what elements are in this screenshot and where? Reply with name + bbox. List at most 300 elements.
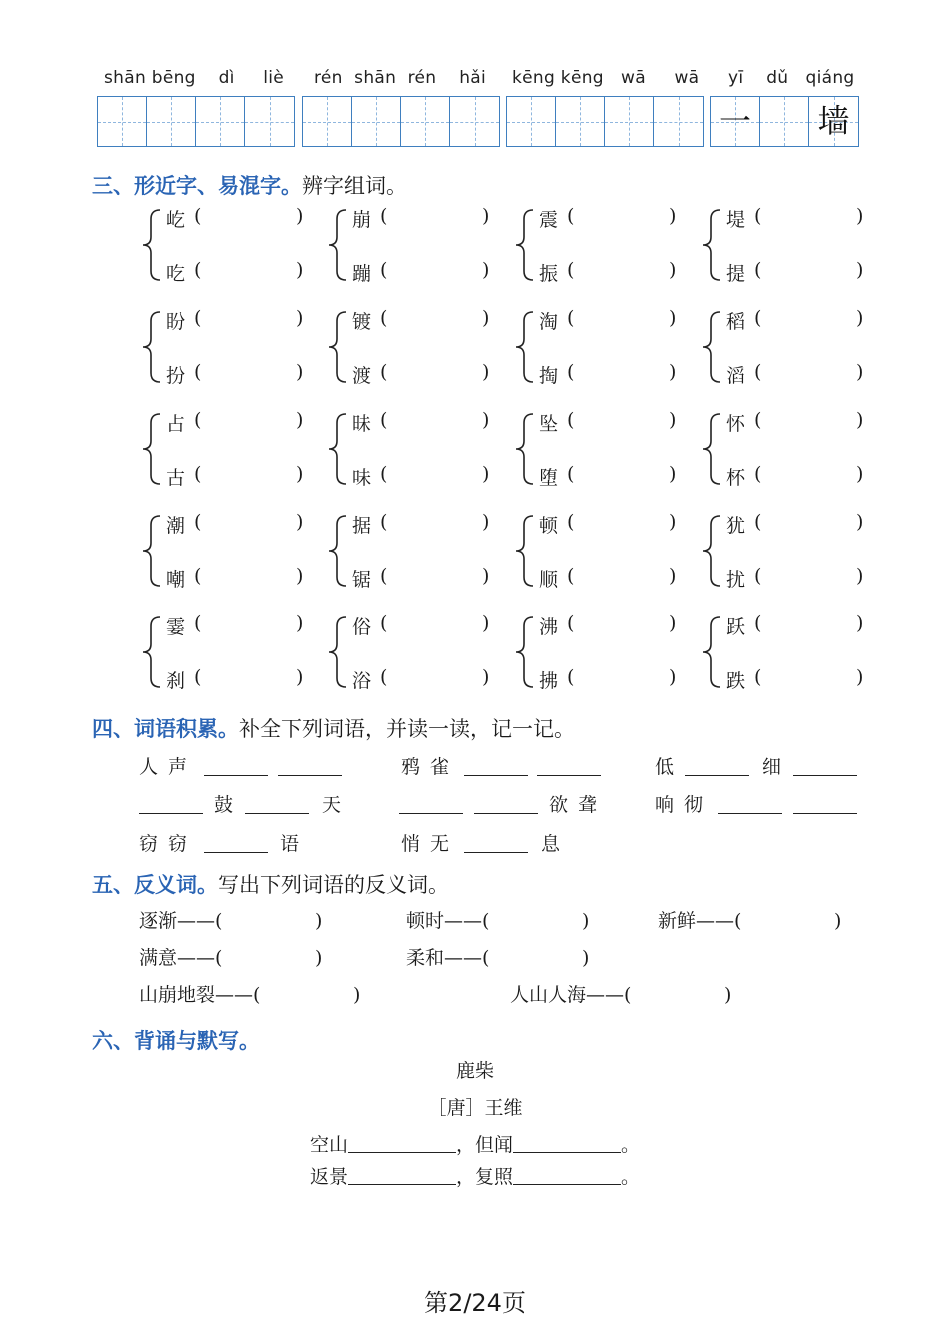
writing-grid-4[interactable]	[710, 96, 859, 147]
brace-icon	[513, 614, 537, 690]
pair-line	[726, 259, 876, 286]
answer-paren[interactable]: (	[567, 511, 575, 533]
paren-close: )	[669, 511, 677, 533]
char: 堤	[726, 209, 746, 231]
pinyin: rén	[407, 68, 437, 88]
pair-line	[166, 307, 316, 334]
char-pair	[326, 205, 516, 285]
blank[interactable]	[718, 791, 782, 814]
answer-paren[interactable]: (	[567, 612, 575, 634]
blank[interactable]	[245, 791, 309, 814]
answer-paren[interactable]: (	[754, 612, 762, 634]
paren-close: )	[856, 612, 864, 634]
pair-line	[352, 409, 502, 436]
char-pair	[140, 409, 330, 489]
char: 屹	[166, 209, 186, 231]
section-instruction: 补全下列词语，并读一读，记一记。	[239, 717, 575, 741]
pair-line	[166, 612, 316, 639]
pinyin: kēng	[560, 68, 604, 88]
pair-line	[352, 565, 502, 592]
char: 嘲	[166, 569, 186, 591]
paren-close: )	[315, 947, 323, 969]
idiom-text: 鸦雀	[401, 756, 460, 778]
pinyin: rén	[314, 68, 343, 88]
char: 稻	[726, 311, 746, 333]
char: 坠	[539, 413, 559, 435]
paren-close: )	[296, 565, 304, 587]
pair-line	[352, 666, 502, 693]
answer-paren[interactable]: (	[754, 205, 762, 227]
brace-icon	[326, 513, 350, 589]
answer-paren[interactable]: (	[482, 947, 490, 969]
pinyin: wā	[621, 68, 646, 88]
answer-paren[interactable]: (	[194, 612, 202, 634]
pair-line	[539, 565, 689, 592]
pair-line	[726, 565, 876, 592]
answer-paren[interactable]: (	[380, 361, 388, 383]
brace-icon	[140, 614, 164, 690]
paren-close: )	[669, 565, 677, 587]
paren-close: )	[856, 409, 864, 431]
poem-text: 返景	[310, 1166, 349, 1188]
pinyin: shān	[104, 68, 147, 88]
char: 占	[166, 413, 186, 435]
grid-cell[interactable]	[401, 97, 450, 146]
grid-cell[interactable]	[98, 97, 147, 146]
char-pair	[513, 511, 703, 591]
char: 味	[352, 467, 372, 489]
grid-cell[interactable]	[450, 97, 499, 146]
char: 俗	[352, 616, 372, 638]
char-pair	[140, 612, 330, 692]
char: 蹦	[352, 263, 372, 285]
idiom-text: 响彻	[655, 794, 714, 816]
pair-line	[166, 463, 316, 490]
answer-paren[interactable]: (	[482, 910, 490, 932]
char: 跃	[726, 616, 746, 638]
pinyin-group-3	[512, 68, 699, 88]
char-pair	[700, 612, 890, 692]
brace-icon	[140, 411, 164, 487]
blank[interactable]	[793, 753, 857, 776]
answer-paren[interactable]: (	[194, 409, 202, 431]
char-pair	[140, 307, 330, 387]
antonym-item	[510, 980, 731, 1007]
pinyin-group-4	[728, 68, 855, 88]
paren-close: )	[856, 565, 864, 587]
writing-grid-1[interactable]	[97, 96, 295, 147]
idiom-text: 天	[322, 794, 352, 816]
char-pair	[513, 307, 703, 387]
paren-close: )	[296, 666, 304, 688]
blank[interactable]	[348, 1134, 456, 1153]
paren-close: )	[296, 361, 304, 383]
blank[interactable]	[348, 1166, 456, 1185]
poem-text: ，复照	[456, 1166, 514, 1188]
pinyin: hǎi	[459, 68, 487, 88]
blank[interactable]	[537, 753, 601, 776]
pair-line	[166, 259, 316, 286]
antonym-item	[406, 943, 589, 970]
paren-close: )	[482, 612, 490, 634]
char: 刹	[166, 670, 186, 692]
answer-paren[interactable]: (	[754, 361, 762, 383]
idiom-text: 细	[762, 756, 792, 778]
paren-close: )	[582, 947, 590, 969]
grid-cell[interactable]	[654, 97, 703, 146]
paren-close: )	[482, 511, 490, 533]
brace-icon	[513, 411, 537, 487]
paren-close: )	[315, 910, 323, 932]
answer-paren[interactable]: (	[380, 409, 388, 431]
answer-paren[interactable]: (	[754, 259, 762, 281]
answer-paren[interactable]: (	[194, 259, 202, 281]
answer-paren[interactable]: (	[380, 205, 388, 227]
paren-close: )	[582, 910, 590, 932]
grid-cell[interactable]	[245, 97, 294, 146]
grid-cell[interactable]	[760, 97, 809, 146]
answer-paren[interactable]: (	[754, 565, 762, 587]
grid-cell[interactable]	[605, 97, 654, 146]
char-pair	[140, 205, 330, 285]
section-number: 五、	[92, 873, 134, 897]
answer-paren[interactable]: (	[567, 361, 575, 383]
pinyin: kēng	[512, 68, 556, 88]
pair-line	[539, 409, 689, 436]
grid-cell	[711, 97, 760, 146]
char: 顿	[539, 515, 559, 537]
paren-close: )	[669, 409, 677, 431]
pair-line	[166, 205, 316, 232]
section5-heading	[92, 869, 449, 899]
paren-close: )	[856, 259, 864, 281]
char: 古	[166, 467, 186, 489]
answer-paren[interactable]: (	[754, 463, 762, 485]
brace-icon	[700, 207, 724, 283]
pair-line	[539, 612, 689, 639]
brace-icon	[140, 207, 164, 283]
char: 盼	[166, 311, 186, 333]
antonym-item	[139, 906, 322, 933]
char: 镀	[352, 311, 372, 333]
pinyin: qiáng	[805, 68, 855, 88]
pair-line	[166, 361, 316, 388]
char: 顺	[539, 569, 559, 591]
pair-line	[726, 463, 876, 490]
char-pair	[326, 511, 516, 591]
pair-line	[726, 409, 876, 436]
char: 犹	[726, 515, 746, 537]
pair-line	[539, 463, 689, 490]
antonym-word: 柔和——	[406, 947, 483, 969]
char: 霎	[166, 616, 186, 638]
char: 滔	[726, 365, 746, 387]
brace-icon	[513, 207, 537, 283]
antonym-item	[139, 943, 322, 970]
grid-cell[interactable]	[352, 97, 401, 146]
pair-line	[539, 205, 689, 232]
paren-close: )	[856, 361, 864, 383]
grid-cell[interactable]	[147, 97, 196, 146]
char-pair	[700, 205, 890, 285]
answer-paren[interactable]: (	[194, 307, 202, 329]
char: 浴	[352, 670, 372, 692]
blank[interactable]	[278, 753, 342, 776]
char-pair	[140, 511, 330, 591]
paren-close: )	[856, 307, 864, 329]
char: 崩	[352, 209, 372, 231]
blank[interactable]	[204, 753, 268, 776]
pair-line	[352, 463, 502, 490]
char-pair	[513, 205, 703, 285]
section-title: 背诵与默写。	[134, 1029, 260, 1053]
answer-paren[interactable]: (	[754, 307, 762, 329]
paren-close: )	[296, 259, 304, 281]
paren-close: )	[482, 361, 490, 383]
answer-paren[interactable]: (	[567, 463, 575, 485]
char-pair	[700, 307, 890, 387]
pair-line	[352, 511, 502, 538]
pinyin-group-1	[104, 68, 284, 88]
char: 潮	[166, 515, 186, 537]
antonym-item	[139, 980, 360, 1007]
paren-close: )	[669, 307, 677, 329]
answer-paren[interactable]: (	[380, 565, 388, 587]
char: 昧	[352, 413, 372, 435]
brace-icon	[140, 513, 164, 589]
paren-close: )	[834, 910, 842, 932]
section-number: 六、	[92, 1029, 134, 1053]
prefilled-char: 墙	[817, 102, 850, 140]
paren-close: )	[296, 612, 304, 634]
pinyin: bēng	[151, 68, 196, 88]
grid-cell[interactable]	[556, 97, 605, 146]
antonym-word: 人山人海——	[510, 984, 625, 1006]
writing-grid-3[interactable]	[506, 96, 704, 147]
paren-close: )	[296, 307, 304, 329]
answer-paren[interactable]: (	[567, 259, 575, 281]
answer-paren[interactable]: (	[567, 409, 575, 431]
writing-grid-2[interactable]	[302, 96, 500, 147]
antonym-word: 逐渐——	[139, 910, 216, 932]
answer-paren[interactable]: (	[215, 910, 223, 932]
blank[interactable]	[204, 830, 268, 853]
paren-close: )	[296, 409, 304, 431]
char: 怀	[726, 413, 746, 435]
blank[interactable]	[399, 791, 463, 814]
answer-paren[interactable]: (	[380, 307, 388, 329]
paren-close: )	[669, 361, 677, 383]
paren-close: )	[669, 205, 677, 227]
pair-line	[726, 511, 876, 538]
char: 渡	[352, 365, 372, 387]
idiom-text: 低	[655, 756, 685, 778]
paren-close: )	[296, 463, 304, 485]
char: 振	[539, 263, 559, 285]
paren-close: )	[669, 612, 677, 634]
paren-close: )	[482, 259, 490, 281]
answer-paren[interactable]: (	[194, 565, 202, 587]
blank[interactable]	[474, 791, 538, 814]
paren-close: )	[669, 463, 677, 485]
paren-close: )	[296, 511, 304, 533]
char: 提	[726, 263, 746, 285]
answer-paren[interactable]: (	[194, 666, 202, 688]
answer-paren[interactable]: (	[754, 511, 762, 533]
pinyin: dǔ	[766, 68, 789, 88]
char: 吃	[166, 263, 186, 285]
char-pair	[513, 409, 703, 489]
brace-icon	[700, 513, 724, 589]
poem-line-1	[310, 1130, 640, 1157]
brace-icon	[326, 411, 350, 487]
char: 据	[352, 515, 372, 537]
poem-text: 。	[621, 1134, 641, 1156]
answer-paren[interactable]: (	[380, 259, 388, 281]
answer-paren[interactable]: (	[194, 463, 202, 485]
section-title: 词语积累。	[134, 717, 239, 741]
pair-line	[726, 307, 876, 334]
paren-close: )	[856, 463, 864, 485]
char-pair	[700, 409, 890, 489]
answer-paren[interactable]: (	[215, 947, 223, 969]
paren-close: )	[856, 205, 864, 227]
idiom-text: 语	[280, 833, 310, 855]
pair-line	[539, 259, 689, 286]
antonym-word: 山崩地裂——	[139, 984, 254, 1006]
answer-paren[interactable]: (	[380, 612, 388, 634]
char-pair	[700, 511, 890, 591]
section3-heading	[92, 170, 407, 200]
answer-paren[interactable]: (	[754, 666, 762, 688]
poem-text: 。	[621, 1166, 641, 1188]
pair-line	[726, 361, 876, 388]
prefilled-char: 一	[718, 102, 751, 140]
pair-line	[539, 361, 689, 388]
pinyin-group-2	[314, 68, 486, 88]
idiom-text: 欲聋	[549, 794, 608, 816]
answer-paren[interactable]: (	[380, 463, 388, 485]
blank[interactable]	[139, 791, 203, 814]
pinyin: liè	[263, 68, 285, 88]
pair-line	[166, 409, 316, 436]
answer-paren[interactable]: (	[567, 666, 575, 688]
char-pair	[326, 307, 516, 387]
brace-icon	[700, 614, 724, 690]
poem-title: 鹿柴	[455, 1060, 494, 1082]
paren-close: )	[669, 259, 677, 281]
blank[interactable]	[793, 791, 857, 814]
char: 堕	[539, 467, 559, 489]
section-title: 形近字、易混字。	[134, 174, 302, 198]
paren-close: )	[482, 307, 490, 329]
pair-line	[166, 511, 316, 538]
char: 淘	[539, 311, 559, 333]
pair-line	[726, 666, 876, 693]
poem-text: ，但闻	[456, 1134, 514, 1156]
char-pair	[326, 612, 516, 692]
grid-cell[interactable]	[303, 97, 352, 146]
char: 沸	[539, 616, 559, 638]
char: 跌	[726, 670, 746, 692]
answer-paren[interactable]: (	[380, 666, 388, 688]
poem-line-2	[310, 1162, 640, 1189]
paren-close: )	[856, 666, 864, 688]
paren-close: )	[482, 666, 490, 688]
pair-line	[352, 361, 502, 388]
grid-cell[interactable]	[196, 97, 245, 146]
char: 掏	[539, 365, 559, 387]
section-instruction: 写出下列词语的反义词。	[218, 873, 449, 897]
paren-close: )	[353, 984, 361, 1006]
char: 震	[539, 209, 559, 231]
paren-close: )	[482, 565, 490, 587]
pinyin: wā	[674, 68, 700, 88]
brace-icon	[140, 309, 164, 385]
paren-close: )	[669, 666, 677, 688]
paren-close: )	[296, 205, 304, 227]
section-number: 四、	[92, 717, 134, 741]
brace-icon	[326, 309, 350, 385]
pair-line	[352, 259, 502, 286]
answer-paren[interactable]: (	[194, 361, 202, 383]
poem-author: ［唐］王维	[427, 1097, 523, 1119]
section4-heading	[92, 713, 575, 743]
answer-paren[interactable]: (	[567, 205, 575, 227]
idiom-text: 鼓	[214, 794, 244, 816]
section6-heading	[92, 1025, 260, 1055]
char: 杯	[726, 467, 746, 489]
section-instruction: 辨字组词。	[302, 174, 407, 198]
idiom-text: 悄无	[401, 833, 460, 855]
paren-close: )	[482, 409, 490, 431]
brace-icon	[326, 207, 350, 283]
pair-line	[539, 511, 689, 538]
answer-paren[interactable]: (	[754, 409, 762, 431]
pair-line	[539, 307, 689, 334]
paren-close: )	[856, 511, 864, 533]
answer-paren[interactable]: (	[194, 511, 202, 533]
answer-paren[interactable]: (	[567, 307, 575, 329]
antonym-word: 满意——	[139, 947, 216, 969]
blank[interactable]	[513, 1134, 621, 1153]
answer-paren[interactable]: (	[734, 910, 742, 932]
answer-paren[interactable]: (	[194, 205, 202, 227]
brace-icon	[700, 309, 724, 385]
pair-line	[539, 666, 689, 693]
pair-line	[726, 205, 876, 232]
blank[interactable]	[464, 753, 528, 776]
blank[interactable]	[464, 830, 528, 853]
antonym-item	[658, 906, 841, 933]
idiom-text: 息	[541, 833, 571, 855]
pinyin: shān	[354, 68, 397, 88]
blank[interactable]	[513, 1166, 621, 1185]
char-pair	[326, 409, 516, 489]
poem-text: 空山	[310, 1134, 349, 1156]
page-number: 第2/24页	[424, 1289, 526, 1317]
answer-paren[interactable]: (	[624, 984, 632, 1006]
paren-close: )	[482, 205, 490, 227]
answer-paren[interactable]: (	[253, 984, 261, 1006]
answer-paren[interactable]: (	[567, 565, 575, 587]
brace-icon	[700, 411, 724, 487]
grid-cell[interactable]	[507, 97, 556, 146]
blank[interactable]	[685, 753, 749, 776]
idiom-text: 人声	[139, 756, 198, 778]
answer-paren[interactable]: (	[380, 511, 388, 533]
pair-line	[726, 612, 876, 639]
